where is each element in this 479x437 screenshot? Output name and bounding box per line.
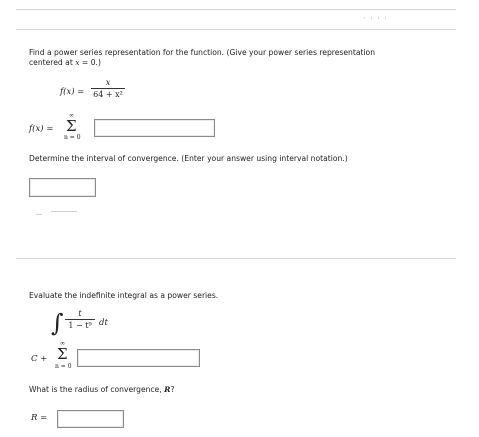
- p2-c-plus: C +: [31, 354, 48, 364]
- p2-radius-var: R: [164, 385, 171, 394]
- p2-radius-prompt-text: What is the radius of convergence,: [29, 385, 165, 394]
- p1-center-var: x: [75, 58, 80, 67]
- p1-interval-prompt: Determine the interval of convergence. (Enter your answer using interval notation.): [29, 154, 348, 163]
- more-dots: · · · ·: [363, 14, 388, 23]
- p2-fraction: [65, 309, 95, 330]
- p2-sigma-lower: n = 0: [55, 363, 72, 370]
- p2-dt: dt: [99, 318, 108, 328]
- p1-sigma-icon: Σ: [66, 117, 77, 135]
- p1-fraction-denominator: 64 + x²: [93, 90, 123, 99]
- faint-mark-1: [36, 214, 42, 215]
- p2-series-input[interactable]: [77, 349, 200, 367]
- section-divider-1: [16, 29, 456, 30]
- p1-sigma-lower: n = 0: [64, 134, 81, 141]
- p1-fx-label: f(x) =: [60, 87, 85, 97]
- p2-instruction: Evaluate the indefinite integral as a power series.: [29, 291, 219, 300]
- p1-series-input[interactable]: [94, 119, 215, 137]
- p2-fraction-bar: [65, 319, 95, 320]
- p1-center-eq: = 0.): [79, 58, 101, 67]
- p2-sigma-upper: ∞: [60, 340, 65, 347]
- p1-instruction-line2: [29, 58, 101, 68]
- p1-series-label: f(x) =: [29, 124, 54, 134]
- p1-fraction: [91, 78, 125, 99]
- p1-fraction-bar: [91, 88, 125, 89]
- p2-radius-q: ?: [170, 385, 175, 394]
- p2-radius-prompt: [29, 385, 174, 395]
- p2-radius-label: R =: [31, 413, 48, 423]
- p2-integral-icon: ∫: [51, 309, 64, 337]
- faint-mark-2: [51, 211, 77, 212]
- section-divider-2: [16, 258, 456, 259]
- p2-radius-input[interactable]: [57, 410, 124, 428]
- p1-sigma-upper: ∞: [69, 112, 74, 119]
- p2-fraction-denominator: 1 − t⁹: [68, 321, 92, 330]
- p1-instruction-line1: Find a power series representation for the function. (Give your power series representation: [29, 48, 376, 57]
- p2-fraction-numerator: t: [78, 309, 82, 318]
- top-divider: [16, 9, 456, 10]
- p2-sigma-icon: Σ: [57, 345, 68, 363]
- p1-interval-input[interactable]: [29, 178, 96, 197]
- p1-fraction-numerator: x: [105, 78, 111, 87]
- p1-centered-at: centered at: [29, 58, 76, 67]
